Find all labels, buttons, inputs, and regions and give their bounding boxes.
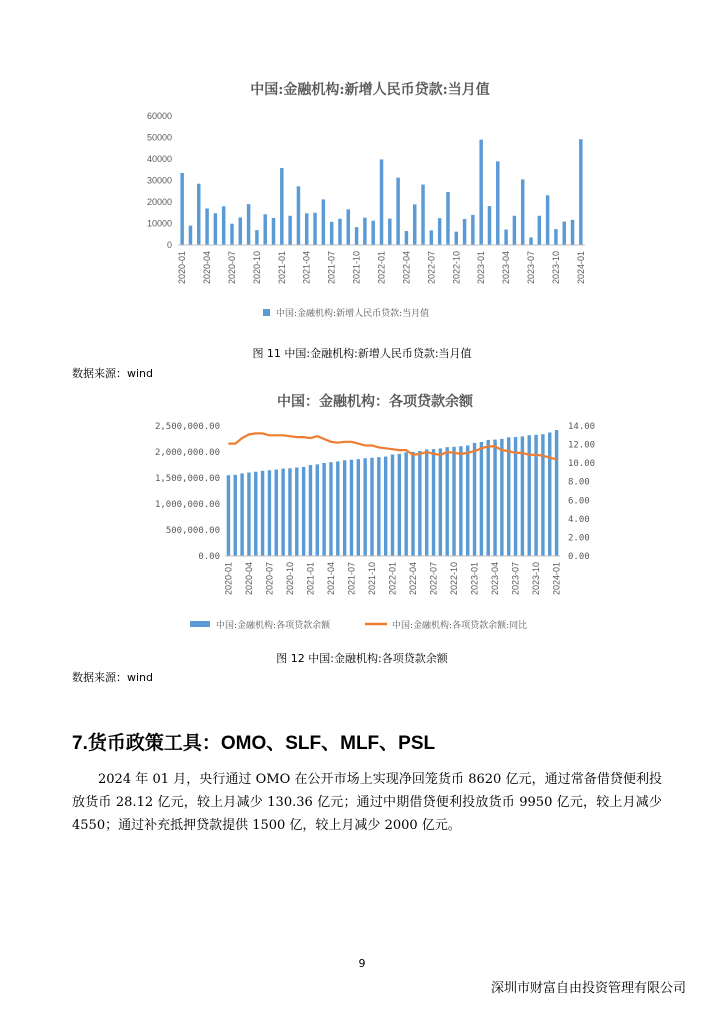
bar [230, 224, 233, 245]
y-tick-label: 50000 [146, 132, 172, 143]
bar [322, 199, 325, 245]
y-tick-label: 40000 [146, 154, 172, 164]
bar [288, 468, 291, 556]
bar [263, 214, 266, 245]
y-left-tick-label: 1,000,000.00 [154, 500, 220, 510]
bar [425, 449, 428, 556]
x-tick-label: 2022-07 [428, 562, 439, 596]
y-tick-label: 0 [166, 240, 172, 250]
company-name: 深圳市财富自由投资管理有限公司 [490, 981, 686, 996]
y-tick-label: 10000 [146, 218, 172, 229]
bar [388, 219, 391, 245]
x-tick-label: 2022-07 [426, 251, 437, 285]
y-right-tick-label: 12.00 [568, 440, 596, 451]
bar [272, 218, 275, 245]
bar [514, 437, 517, 556]
bar [463, 219, 466, 245]
x-tick-label: 2020-07 [226, 251, 237, 285]
page-number: 9 [358, 957, 366, 970]
bar [471, 215, 474, 245]
bar [295, 467, 298, 556]
x-tick-label: 2020-01 [223, 562, 234, 596]
y-left-tick-label: 2,500,000.00 [154, 422, 220, 432]
bar [541, 434, 544, 556]
y-right-tick-label: 4.00 [568, 514, 590, 525]
bar [439, 448, 442, 556]
x-tick-label: 2020-04 [243, 562, 254, 596]
bar [521, 179, 524, 245]
bar [355, 227, 358, 245]
x-tick-label: 2024-01 [551, 562, 562, 596]
bar [180, 173, 183, 245]
bar [261, 471, 264, 556]
x-tick-label: 2023-10 [531, 562, 542, 596]
y-tick-label: 60000 [146, 111, 172, 121]
bar [309, 465, 312, 556]
bar [438, 218, 441, 245]
x-tick-label: 2023-07 [510, 562, 521, 596]
bar [455, 232, 458, 245]
x-tick-label: 2023-01 [476, 251, 487, 285]
section-paragraph [72, 768, 662, 837]
bar [413, 204, 416, 245]
bar [275, 470, 278, 556]
bar [493, 440, 496, 556]
bar [466, 445, 469, 556]
new-rmb-loans-chart [130, 72, 610, 334]
x-tick-label: 2021-01 [276, 251, 287, 285]
bar [496, 161, 499, 245]
bar [336, 461, 339, 556]
bar [313, 213, 316, 245]
x-tick-label: 2021-10 [366, 562, 377, 596]
loan-balance-chart [140, 385, 610, 640]
bar [446, 192, 449, 245]
bar [504, 230, 507, 245]
chart2-legend-bar-swatch [190, 621, 210, 627]
y-left-tick-label: 1,500,000.00 [154, 474, 220, 484]
chart2-title: 中国：金融机构：各项贷款余额 [277, 394, 473, 410]
y-right-tick-label: 6.00 [568, 496, 590, 507]
bar [398, 454, 401, 556]
x-tick-label: 2022-04 [408, 562, 419, 596]
x-tick-label: 2023-07 [526, 251, 537, 285]
x-tick-label: 2024-01 [575, 251, 586, 285]
chart1-title: 中国:金融机构:新增人民币贷款:当月值 [250, 82, 490, 98]
chart2-legend [190, 619, 527, 631]
x-tick-label: 2020-07 [264, 562, 275, 596]
bar [554, 229, 557, 245]
x-tick-label: 2023-10 [550, 251, 561, 285]
chart1-caption: 图 11 中国:金融机构:新增人民币贷款:当月值 [252, 347, 472, 360]
bar [529, 237, 532, 245]
bar [363, 218, 366, 245]
bar [377, 457, 380, 556]
x-tick-label: 2023-04 [501, 251, 512, 285]
bar [189, 226, 192, 245]
bar [473, 443, 476, 556]
bar [239, 217, 242, 245]
x-tick-label: 2020-10 [251, 251, 262, 285]
bar [302, 467, 305, 556]
bar [480, 442, 483, 556]
bar [487, 440, 490, 556]
bar [316, 464, 319, 556]
bar [432, 449, 435, 556]
bar [343, 460, 346, 556]
bar [562, 222, 565, 245]
bar [391, 454, 394, 556]
bar [330, 222, 333, 245]
x-tick-label: 2021-07 [326, 251, 337, 285]
bar [240, 473, 243, 556]
bar [479, 140, 482, 245]
bar [322, 463, 325, 556]
bar [205, 208, 208, 245]
bar [405, 231, 408, 245]
x-tick-label: 2020-04 [202, 251, 213, 285]
y-left-tick-label: 0.00 [198, 552, 220, 562]
x-tick-label: 2020-10 [284, 562, 295, 596]
bar [222, 206, 225, 245]
x-tick-label: 2022-01 [376, 251, 387, 285]
bar [513, 216, 516, 245]
bar [305, 213, 308, 245]
bar [329, 462, 332, 556]
bar [534, 435, 537, 556]
bar [445, 447, 448, 556]
bar [247, 472, 250, 556]
bar [197, 184, 200, 245]
x-tick-label: 2022-01 [387, 562, 398, 596]
y-left-tick-label: 500,000.00 [165, 526, 220, 536]
bar [396, 178, 399, 245]
chart1-legend-swatch [263, 309, 270, 316]
bar [247, 204, 250, 245]
bar [555, 430, 558, 556]
bar [357, 459, 360, 556]
bar [280, 168, 283, 245]
bar [214, 213, 217, 245]
chart1-legend-label: 中国:金融机构:新增人民币贷款:当月值 [276, 309, 430, 319]
bar [350, 460, 353, 556]
y-right-tick-label: 0.00 [568, 552, 590, 562]
bar [421, 185, 424, 245]
x-tick-label: 2022-10 [449, 562, 460, 596]
x-tick-label: 2022-10 [451, 251, 462, 285]
bar [297, 186, 300, 245]
section-paragraph-text: 2024 年 01 月，央行通过 OMO 在公开市场上实现净回笼货币 8620 亿元，通过常备借贷便利投放货币 28.12 亿元，较上月减少 130.36 亿元；通过中期借贷便利投放货币 9950 亿元，较上月减少 4550；通过补充抵押贷款提供 1500 亿，较上月减少 2000 亿元。 [72, 772, 662, 833]
bar [255, 230, 258, 245]
y-tick-label: 20000 [146, 197, 172, 207]
bar [546, 195, 549, 245]
x-tick-label: 2021-10 [351, 251, 362, 285]
bar [459, 446, 462, 556]
bar [281, 469, 284, 556]
x-tick-label: 2023-01 [469, 562, 480, 596]
x-tick-label: 2020-01 [177, 251, 188, 285]
y-left-tick-label: 2,000,000.00 [154, 448, 220, 458]
bar [234, 475, 237, 556]
bar [347, 209, 350, 245]
x-tick-label: 2021-04 [301, 251, 312, 285]
y-right-tick-label: 2.00 [568, 533, 590, 544]
bar [338, 219, 341, 245]
bar [452, 447, 455, 556]
chart2-legend-line-label: 中国:金融机构:各项贷款余额:同比 [392, 621, 528, 631]
bar [363, 458, 366, 556]
bar [371, 221, 374, 245]
bar [404, 452, 407, 556]
x-tick-label: 2021-04 [325, 562, 336, 596]
bar [548, 433, 551, 557]
bar [579, 139, 582, 245]
x-tick-label: 2021-01 [305, 562, 316, 596]
chart2-source: 数据来源：wind [72, 671, 154, 684]
x-tick-label: 2022-04 [401, 251, 412, 285]
bar [488, 206, 491, 245]
chart2-legend-bar-label: 中国:金融机构:各项贷款余额 [216, 621, 331, 631]
bar [507, 437, 510, 556]
y-right-tick-label: 8.00 [568, 477, 590, 488]
chart1-legend [263, 307, 429, 319]
x-tick-label: 2023-04 [490, 562, 501, 596]
y-right-tick-label: 10.00 [568, 459, 596, 470]
bar [418, 451, 421, 556]
bar [254, 472, 257, 556]
bar [430, 230, 433, 245]
bar [268, 470, 271, 556]
bar [227, 475, 230, 556]
bar [288, 216, 291, 245]
y-tick-label: 30000 [146, 175, 172, 186]
bar [380, 159, 383, 245]
chart1-source: 数据来源：wind [72, 367, 154, 380]
bar [411, 452, 414, 556]
y-right-tick-label: 14.00 [568, 422, 596, 432]
bar [571, 220, 574, 245]
bar [500, 439, 503, 556]
bar [538, 216, 541, 245]
x-tick-label: 2021-07 [346, 562, 357, 596]
chart2-caption: 图 12 中国:金融机构:各项贷款余额 [276, 652, 448, 665]
bar [370, 458, 373, 556]
section-heading: 7.货币政策工具：OMO、SLF、MLF、PSL [72, 733, 436, 754]
bar [384, 457, 387, 556]
bar [528, 435, 531, 556]
